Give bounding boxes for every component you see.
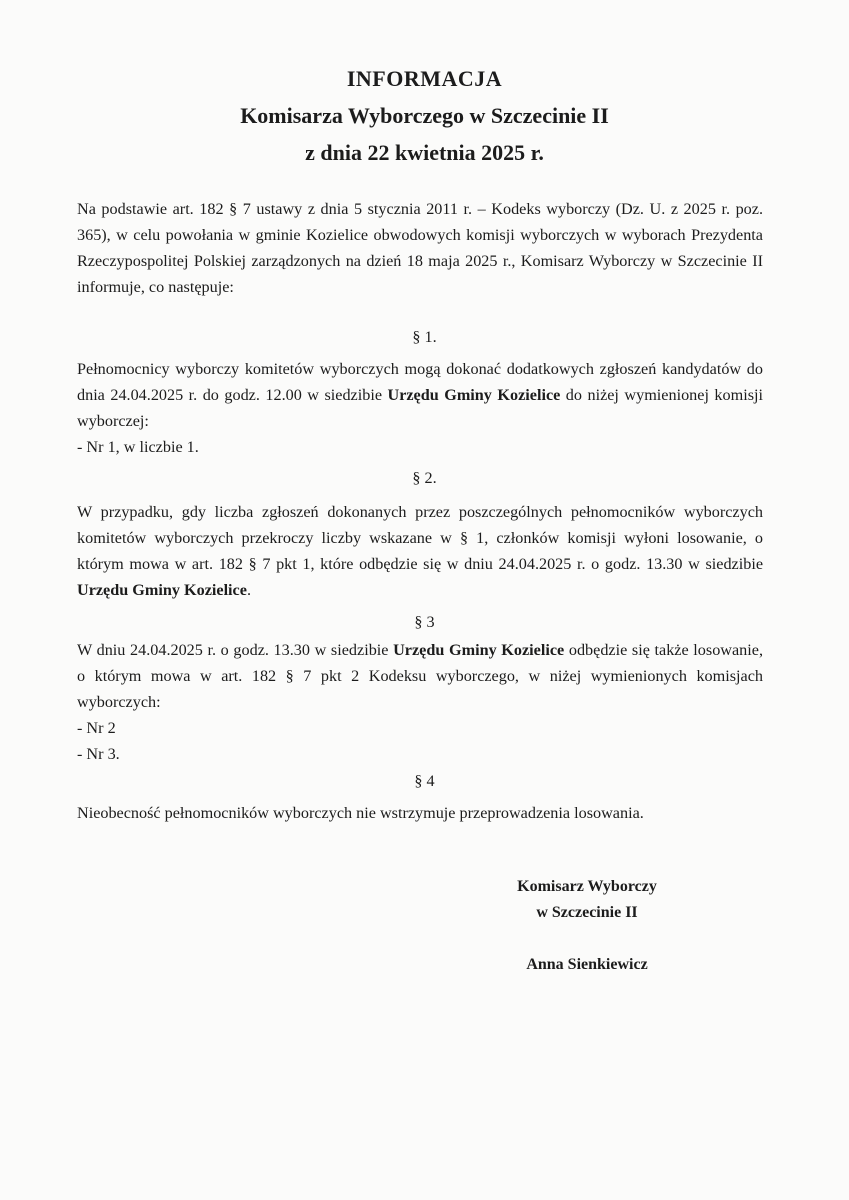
- section-1-heading: § 1.: [412, 328, 437, 346]
- intro-paragraph: Na podstawie art. 182 § 7 ustawy z dnia 5 stycznia 2011 r. – Kodeks wyborczy (Dz. U. z 2025 r. poz. 365), w celu powołania w gminie Kozielice obwodowych komisji wyborczych w wyborach Prezydenta Rzeczypospolitej Polskiej zarządzonych na dzień 18 maja 2025 r., Komisarz Wyborczy w Szczecinie II informuje, co następuje:: [77, 200, 763, 296]
- signature-name: Anna Sienkiewicz: [526, 956, 648, 973]
- section-1-list-item: - Nr 1, w liczbie 1.: [77, 438, 199, 456]
- section-2-text-after: .: [246, 581, 251, 599]
- section-1-bold: Urzędu Gminy Kozielice: [387, 386, 561, 404]
- signature-location: w Szczecinie II: [536, 904, 638, 921]
- section-2-body: [77, 499, 763, 603]
- document-subtitle: Komisarza Wyborczego w Szczecinie II: [240, 103, 609, 128]
- document-date: z dnia 22 kwietnia 2025 r.: [305, 140, 544, 165]
- section-4-body: Nieobecność pełnomocników wyborczych nie wstrzymuje przeprowadzenia losowania.: [77, 804, 644, 822]
- section-3-bold: Urzędu Gminy Kozielice: [393, 641, 565, 659]
- document-title: INFORMACJA: [346, 66, 503, 91]
- section-3-heading: § 3: [414, 613, 435, 631]
- section-3-list-item: - Nr 3.: [77, 745, 120, 763]
- section-4-heading: § 4: [414, 772, 435, 790]
- section-2-bold: Urzędu Gminy Kozielice: [77, 581, 247, 599]
- section-3-text-after: odbędzie się także losowanie, o którym mowa w art. 182 § 7 pkt 2 Kodeksu wyborczego, w niżej wymienionych komisjach wyborczych:: [77, 641, 763, 711]
- signature-title: Komisarz Wyborczy: [517, 878, 657, 895]
- section-1-text-before: Pełnomocnicy wyborczy komitetów wyborczych mogą dokonać dodatkowych zgłoszeń kandydatów do dnia 24.04.2025 r. do godz. 12.00 w siedzibie: [77, 360, 763, 404]
- section-3-text-before: W dniu 24.04.2025 r. o godz. 13.30 w siedzibie: [77, 641, 394, 659]
- section-3-body: [77, 637, 763, 767]
- section-3-list-item: - Nr 2: [77, 719, 116, 737]
- section-1-body: [77, 356, 763, 460]
- section-2-text-before: W przypadku, gdy liczba zgłoszeń dokonanych przez poszczególnych pełnomocników wyborczych komitetów wyborczych przekroczy liczby wskazane w § 1, członków komisji wyłoni losowanie, o którym mowa w art. 182 § 7 pkt 1, które odbędzie się w dniu 24.04.2025 r. o godz. 13.30 w siedzibie: [77, 503, 763, 573]
- section-1-text-after: do niżej wymienionej komisji wyborczej:: [77, 386, 763, 430]
- section-2-heading: § 2.: [412, 469, 437, 487]
